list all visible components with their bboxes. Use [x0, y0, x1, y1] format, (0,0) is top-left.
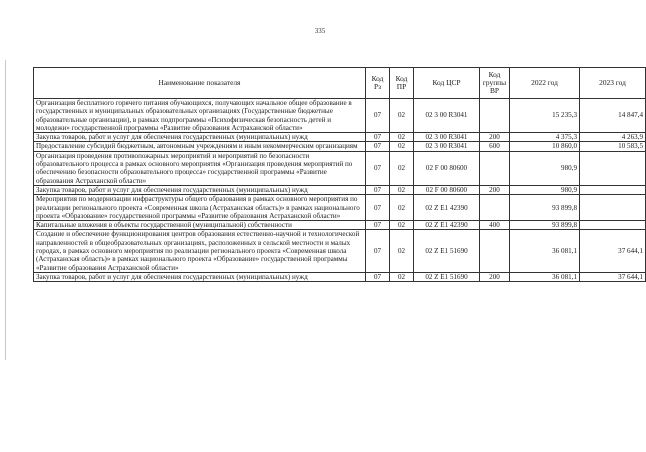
row-rz: 07	[366, 142, 390, 151]
row-pr: 02	[390, 142, 414, 151]
row-2022: 93 899,8	[510, 195, 580, 221]
row-csr: 02 3 00 R3041	[414, 99, 480, 133]
row-2022: 93 899,8	[510, 221, 580, 230]
header-csr: Код ЦСР	[414, 68, 480, 99]
row-2022: 15 235,3	[510, 99, 580, 133]
table-row	[34, 195, 646, 221]
table-row	[34, 142, 646, 151]
row-2022: 10 860,0	[510, 142, 580, 151]
header-2022: 2022 год	[510, 68, 580, 99]
row-vr	[480, 195, 510, 221]
row-csr: 02 Z E1 42390	[414, 221, 480, 230]
row-pr: 02	[390, 151, 414, 185]
row-rz: 07	[366, 185, 390, 194]
row-name: Предоставление субсидий бюджетным, автономным учреждениям и иным некоммерческим организациям	[34, 142, 366, 151]
row-2023	[580, 221, 646, 230]
table-row	[34, 151, 646, 185]
row-2023: 37 644,1	[580, 230, 646, 272]
row-rz: 07	[366, 272, 390, 281]
row-name: Закупка товаров, работ и услуг для обеспечения государственных (муниципальных) нужд	[34, 185, 366, 194]
header-name: Наименование показателя	[34, 68, 366, 99]
row-vr: 600	[480, 142, 510, 151]
budget-table	[33, 67, 646, 282]
table-row	[34, 221, 646, 230]
row-csr: 02 Z E1 42390	[414, 195, 480, 221]
row-vr	[480, 99, 510, 133]
row-pr: 02	[390, 272, 414, 281]
row-pr: 02	[390, 195, 414, 221]
row-vr	[480, 151, 510, 185]
header-pr: Код ПР	[390, 68, 414, 99]
row-pr: 02	[390, 185, 414, 194]
row-2023	[580, 151, 646, 185]
row-vr: 200	[480, 133, 510, 142]
row-2023: 10 583,5	[580, 142, 646, 151]
row-csr: 02 Z E1 51690	[414, 230, 480, 272]
row-pr: 02	[390, 221, 414, 230]
row-2023: 14 847,4	[580, 99, 646, 133]
row-2022: 4 375,3	[510, 133, 580, 142]
row-name: Закупка товаров, работ и услуг для обеспечения государственных (муниципальных) нужд	[34, 272, 366, 281]
row-vr: 200	[480, 185, 510, 194]
row-2023: 37 644,1	[580, 272, 646, 281]
header-2023: 2023 год	[580, 68, 646, 99]
row-pr: 02	[390, 133, 414, 142]
row-rz: 07	[366, 195, 390, 221]
row-rz: 07	[366, 133, 390, 142]
row-2022: 36 081,1	[510, 272, 580, 281]
row-2022: 980,9	[510, 185, 580, 194]
header-vr: Код группы ВР	[480, 68, 510, 99]
row-vr	[480, 230, 510, 272]
row-name: Закупка товаров, работ и услуг для обеспечения государственных (муниципальных) нужд	[34, 133, 366, 142]
row-2023	[580, 185, 646, 194]
row-pr: 02	[390, 99, 414, 133]
header-rz: Код Рз	[366, 68, 390, 99]
row-2022: 36 081,1	[510, 230, 580, 272]
row-name: Организация бесплатного горячего питания обучающихся, получающих начальное общее образование в государственных и муниципальных образовательных организациях (Государственные бюджетные образовательные организации), в рамках подпрограммы «Психофизическая безопасность детей и молодежи» государственной программы «Развитие образования Астраханской области»	[34, 99, 366, 133]
table-row	[34, 185, 646, 194]
row-csr: 02 3 00 R3041	[414, 142, 480, 151]
row-2023	[580, 195, 646, 221]
row-vr: 200	[480, 272, 510, 281]
row-rz: 07	[366, 221, 390, 230]
row-rz: 07	[366, 151, 390, 185]
row-csr: 02 F 00 80600	[414, 151, 480, 185]
row-csr: 02 3 00 R3041	[414, 133, 480, 142]
row-csr: 02 F 00 80600	[414, 185, 480, 194]
row-2023: 4 263,9	[580, 133, 646, 142]
row-name: Капитальные вложения в объекты государственной (муниципальной) собственности	[34, 221, 366, 230]
page-number: 335	[314, 27, 326, 35]
row-name: Мероприятия по модернизации инфраструктуры общего образования в рамках основного мероприятия по реализации регионального проекта «Современная школа (Астраханская область)» в рамках национального проекта «Образование» государственной программы «Развитие образования Астраханской области»	[34, 195, 366, 221]
table-row	[34, 133, 646, 142]
row-csr: 02 Z E1 51690	[414, 272, 480, 281]
row-name: Организация проведения противопожарных мероприятий и мероприятий по безопасности образовательного процесса в рамках основного мероприятия «Организация проведения мероприятий по обеспечению безопасности образовательного процесса» государственной программы «Развитие образования Астраханской области»	[34, 151, 366, 185]
row-rz: 07	[366, 230, 390, 272]
table-row	[34, 99, 646, 133]
scan-edge-line	[5, 60, 6, 360]
row-pr: 02	[390, 230, 414, 272]
row-2022: 980,9	[510, 151, 580, 185]
table-row	[34, 230, 646, 272]
row-name: Создание и обеспечение функционирования центров образования естественно-научной и технологической направленностей в общеобразовательных организациях, расположенных в сельской местности и малых городах, в рамках основного мероприятия по реализации регионального проекта «Современная школа (Астраханская область)» в рамках национального проекта «Образование» государственной программы «Развитие образования Астраханской области»	[34, 230, 366, 272]
table-row	[34, 272, 646, 281]
table-header-row	[34, 68, 646, 99]
row-vr: 400	[480, 221, 510, 230]
row-rz: 07	[366, 99, 390, 133]
